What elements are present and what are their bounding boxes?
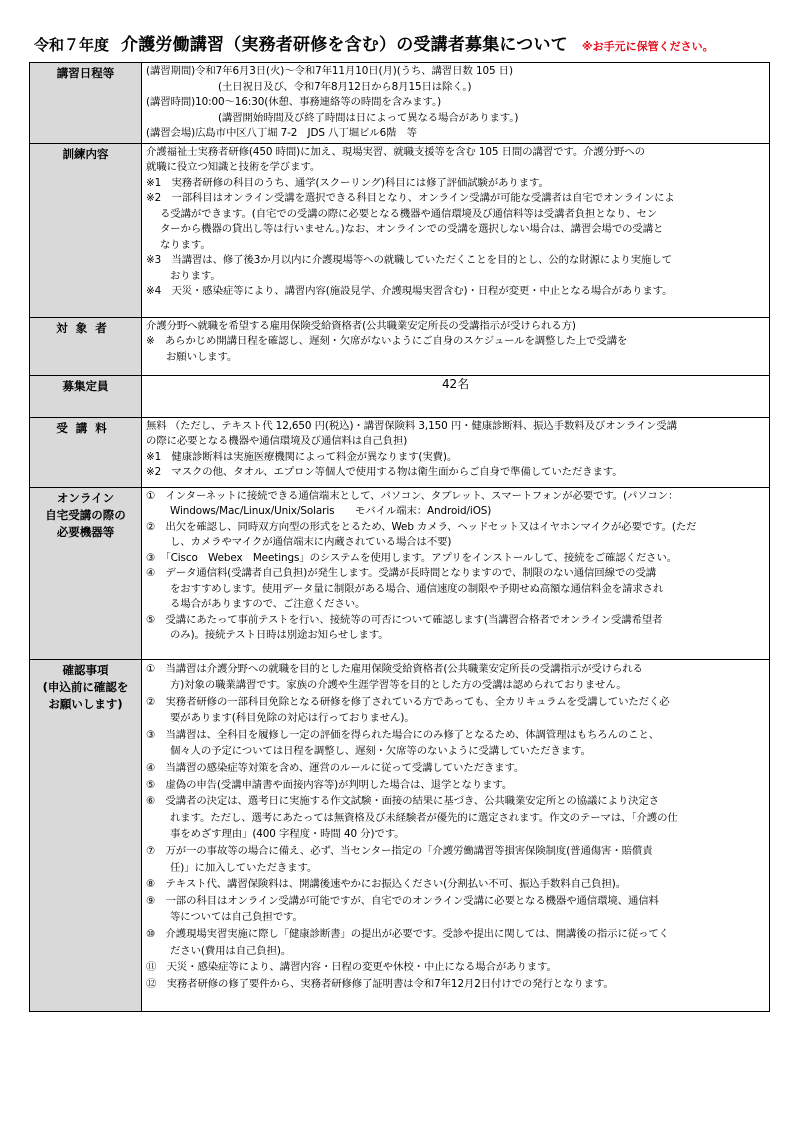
label-fee: [30, 417, 142, 487]
label-confirm-line: (申込前に確認を: [42, 679, 129, 694]
online-line: をおすすめします。使用データ量に制限がある場合、通信速度の制限や予期せぬ高額な通信料金を請求され: [170, 582, 664, 595]
schedule-line: (講習期間)令和7年6月3日(火)～令和7年11月10日(月)(うち、講習日数 105 日): [146, 65, 513, 77]
confirm-line: 方)対象の職業講習です。家族の介護や生涯学習等を目的とした方の受講は認められておりません。: [170, 679, 627, 692]
target-line: お願いします。: [166, 350, 238, 363]
online-line: ⑤ 受講にあたって事前テストを行い、接続等の可否について確認します(当講習合格者でオンライン受講希望者: [146, 613, 663, 626]
document-title: 介護労働講習（実務者研修を含む）の受講者募集について: [121, 35, 568, 55]
fee-line: 無料 （ただし、テキスト代 12,650 円(税込)・講習保険料 3,150 円・健康診断料、振込手数料及びオンライン受講: [146, 419, 677, 432]
training-line: る受講ができます。(自宅での受講の際に必要となる機器や通信環境及び通信料等は受講者負担となり、セン: [160, 207, 658, 220]
confirm-line: ⑧ テキスト代、講習保険料は、開講後速やかにお振込ください(分割払い不可、振込手数料自己負担)。: [146, 878, 626, 891]
online-line: Windows/Mac/Linux/Unix/Solaris モバイル端末：Android/iOS): [170, 505, 492, 517]
label-training: 訓練内容: [30, 143, 142, 317]
training-line: おります。: [170, 269, 221, 282]
label-online-line: オンライン: [56, 490, 115, 505]
training-line: ※3 当講習は、修了後3か月以内に介護現場等への就職していただくことを目的とし、公的な財源により実施して: [146, 254, 672, 266]
training-line: ターから機器の貸出し等は行いません。)なお、オンラインでの受講を選択しない場合は、講習会場での受講と: [160, 223, 664, 235]
capacity-value: 42名: [142, 375, 770, 417]
label-target-text: 対象者: [56, 320, 115, 335]
schedule-line: (土日祝日及び、令和7年8月12日から8月15日は除く。): [218, 80, 472, 93]
online-line: る場合がありますので、ご注意ください。: [170, 598, 366, 610]
confirm-line: ⑪ 天災・感染症等により、講習内容・日程の変更や休校・中止になる場合があります。: [146, 961, 557, 974]
confirm-line: れます。ただし、選考にあたっては無資格及び未経験者が優先的に選定されます。作文のテーマは、「介護の仕: [170, 811, 678, 824]
label-schedule: 講習日程等: [30, 63, 142, 144]
row-capacity: [30, 375, 770, 417]
online-line: ① インターネットに接続できる通信端末として、パソコン、タブレット、スマートフォンが必要です。(パソコン：: [146, 489, 679, 502]
target-content: [142, 317, 770, 375]
training-line: なります。: [160, 238, 211, 251]
confirm-line: ⑤ 虚偽の申告(受講申請書や面接内容等)が判明した場合は、退学となります。: [146, 778, 513, 791]
label-confirm: [30, 659, 142, 1011]
row-training: [30, 143, 770, 317]
schedule-line: (講習時間)10:00～16:30(休憩、事務連絡等の時間を含みます。): [146, 96, 442, 108]
confirm-line: ださい(費用は自己負担)。: [170, 944, 292, 957]
row-fee: [30, 417, 770, 487]
label-confirm-line: お願いします): [48, 696, 123, 711]
schedule-content: [142, 63, 770, 144]
row-online: [30, 487, 770, 659]
recruitment-table: [29, 62, 770, 1012]
schedule-line: (講習会場)広島市中区八丁堀 7-2 JDS 八丁堀ビル6階 等: [146, 127, 417, 139]
training-content: [142, 143, 770, 317]
document-header: [34, 30, 774, 54]
schedule-line: (講習開始時間及び終了時間は日によって異なる場合があります。): [218, 111, 519, 124]
confirm-line: ⑫ 実務者研修の修了要件から、実務者研修修了証明書は令和7年12月2日付けでの発行となります。: [146, 977, 614, 990]
keep-notice: ※お手元に保管ください。: [581, 40, 714, 53]
label-capacity: 募集定員: [30, 375, 142, 417]
confirm-line: ③ 当講習は、全科目を履修し一定の評価を得られた場合にのみ修了となるため、体調管理はもちろんのこと、: [146, 728, 660, 741]
confirm-line: ⑦ 万が一の事故等の場合に備え、必ず、当センター指定の「介護労働講習等損害保険制度(普通傷害・賠償責: [146, 845, 653, 858]
confirm-line: ⑨ 一部の科目はオンライン受講が可能ですが、自宅でのオンライン受講に必要となる機器や通信環境、通信料: [146, 894, 659, 907]
confirm-content: [142, 659, 770, 1011]
online-content: [142, 487, 770, 659]
training-line: ※2 一部科目はオンライン受講を選択できる科目となり、オンライン受講が可能な受講者は自宅でオンラインによ: [146, 192, 675, 204]
label-online-line: 自宅受講の際の: [45, 507, 126, 522]
confirm-line: ⑩ 介護現場実習実施に際し「健康診断書」の提出が必要です。受診や提出に関しては、開講後の指示に従ってく: [146, 928, 669, 940]
target-line: 介護分野へ就職を希望する雇用保険受給資格者(公共職業安定所長の受講指示が受けられる方): [146, 319, 576, 332]
label-online-line: 必要機器等: [56, 524, 115, 539]
training-line: 介護福祉士実務者研修(450 時間)に加え、現場実習、就職支援等を含む 105 日間の講習です。介護分野への: [146, 145, 645, 158]
confirm-line: ② 実務者研修の一部科目免除となる研修を修了されている方であっても、全カリキュラムを受講していただく必: [146, 695, 670, 708]
label-target: [30, 317, 142, 375]
confirm-line: 要があります(科目免除の対応は行っておりません)。: [170, 712, 415, 725]
label-fee-text: 受講料: [56, 420, 115, 435]
confirm-line: 事をめざす理由」(400 字程度・時間 40 分)です。: [170, 828, 405, 841]
confirm-line: 任)」に加入していただきます。: [170, 861, 318, 874]
online-line: のみ)。接続テスト日時は別途お知らせします。: [170, 629, 389, 641]
confirm-line: 等については自己負担です。: [170, 911, 303, 924]
fee-line: ※1 健康診断料は実施医療機関によって料金が異なります(実費)。: [146, 450, 458, 463]
row-target: [30, 317, 770, 375]
fee-line: ※2 マスクの他、タオル、エプロン等個人で使用する物は衛生面からご自身で準備していただきます。: [146, 466, 623, 478]
label-confirm-line: 確認事項: [62, 662, 109, 677]
confirm-line: ④ 当講習の感染症等対策を含め、運営のルールに従って受講していただきます。: [146, 762, 525, 775]
online-line: ③ 「Cisco Webex Meetings」のシステムを使用します。アプリをインストールして、接続をご確認ください。: [146, 551, 678, 564]
training-line: 就職に役立つ知識と技術を学びます。: [146, 161, 321, 173]
training-line: ※1 実務者研修の科目のうち、通学(スクーリング)科目には修了評価試験があります。: [146, 176, 549, 189]
confirm-line: 個々人の予定については日程を調整し、遅刻・欠席等のないように受講していただきます。: [170, 745, 591, 758]
online-line: ② 出欠を確認し、同時双方向型の形式をとるため、Web カメラ、ヘッドセット又はイヤホンマイクが必要です。(ただ: [146, 520, 697, 533]
training-line: ※4 天災・感染症等により、講習内容(施設見学、介護現場実習含む)・日程が変更・中止となる場合があります。: [146, 285, 673, 297]
row-schedule: [30, 63, 770, 144]
label-online: [30, 487, 142, 659]
fee-line: の際に必要となる機器や通信環境及び通信料は自己負担): [146, 435, 408, 447]
fiscal-year: 令和７年度: [34, 36, 110, 54]
target-line: ※ あらかじめ開講日程を確認し、遅刻・欠席がないようにご自身のスケジュールを調整した上で受講を: [146, 335, 628, 347]
online-line: し、カメラやマイクが通信端末に内蔵されている場合は不要): [170, 536, 452, 548]
confirm-line: ① 当講習は介護分野への就職を目的とした雇用保険受給資格者(公共職業安定所長の受講指示が受けられる: [146, 662, 643, 675]
row-confirm: [30, 659, 770, 1011]
online-line: ④ データ通信料(受講者自己負担)が発生します。受講が長時間となりますので、制限のない通信回線での受講: [146, 567, 657, 579]
confirm-line: ⑥ 受講者の決定は、選考日に実施する作文試験・面接の結果に基づき、公共職業安定所との協議により決定さ: [146, 795, 660, 808]
fee-content: [142, 417, 770, 487]
